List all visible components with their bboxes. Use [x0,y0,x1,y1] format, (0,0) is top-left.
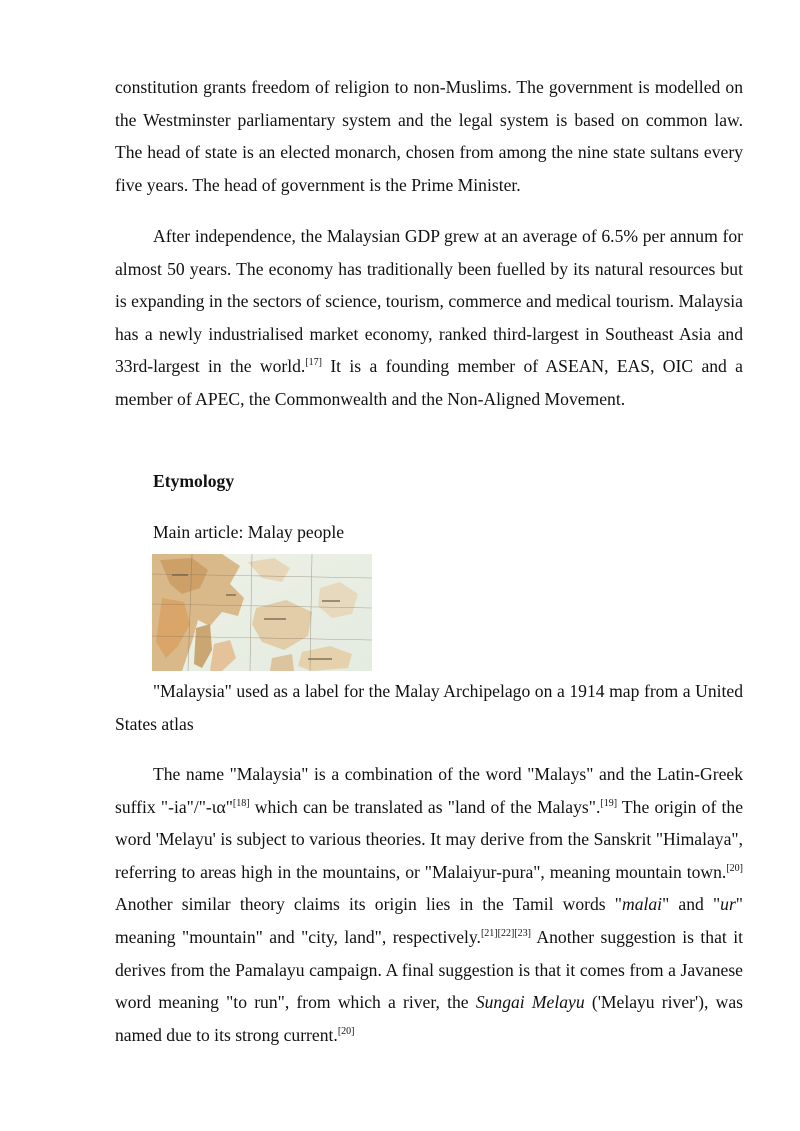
etymology-text-7: Another suggestion is that it derives from the Pamalayu campaign. A final suggestion is that it comes from a Javanese word meaning "to run", from which a river, the [115,926,743,1013]
main-article-link[interactable]: Main article: Malay people [153,522,345,542]
etymology-text-8: ('Melayu river'), was named due to its strong current. [115,992,743,1045]
etymology-text-6: " meaning "mountain" and "city, land", respectively. [115,894,743,947]
paragraph-economy [115,220,743,416]
citation-19[interactable]: [19] [600,797,618,809]
etymology-text-5: " and " [662,894,721,915]
economy-text-2: It is a founding member of ASEAN, EAS, OIC and a member of APEC, the Commonwealth and the Non-Aligned Movement. [115,356,743,409]
term-ur: ur [720,894,736,915]
economy-text: After independence, the Malaysian GDP grew at an average of 6.5% per annum for almost 50 years. The economy has traditionally been fuelled by its natural resources but is expanding in the sectors of science, tourism, commerce and medical tourism. Malaysia has a newly industrialised market economy, ranked third-largest in Southeast Asia and 33rd-largest in the world. [115,226,743,377]
etymology-text-1: The name "Malaysia" is a combination of the word "Malays" and the Latin-Greek suffix "-ia"/"-ια" [115,764,743,817]
paragraph-etymology [115,758,743,1051]
etymology-text-4: Another similar theory claims its origin lies in the Tamil words " [115,894,622,915]
section-heading-etymology: Etymology [153,471,235,491]
citation-20-b[interactable]: [20] [337,1025,355,1037]
term-sungai-melayu: Sungai Melayu [475,992,585,1013]
map-image [152,554,372,671]
citation-21-23[interactable]: [21][22][23] [480,927,531,939]
citation-20[interactable]: [20] [726,862,743,874]
etymology-text-3: The origin of the word 'Melayu' is subject to various theories. It may derive from the Sanskrit "Himalaya", referring to areas high in the mountains, or "Malaiyur-pura", meaning mountain town. [115,796,744,882]
image-caption: "Malaysia" used as a label for the Malay Archipelago on a 1914 map from a United States atlas [115,681,743,734]
citation-18[interactable]: [18] [232,797,250,809]
term-malai: malai [621,894,663,915]
etymology-text-2: which can be translated as "land of the Malays". [249,796,601,817]
citation-17[interactable]: [17] [305,357,322,369]
paragraph-government: constitution grants freedom of religion to non-Muslims. The government is modelled on the Westminster parliamentary system and the legal system is based on common law. The head of state is an elected monarch, chosen from among the nine state sultans every five years. The head of government is the Prime Minister. [115,77,743,195]
